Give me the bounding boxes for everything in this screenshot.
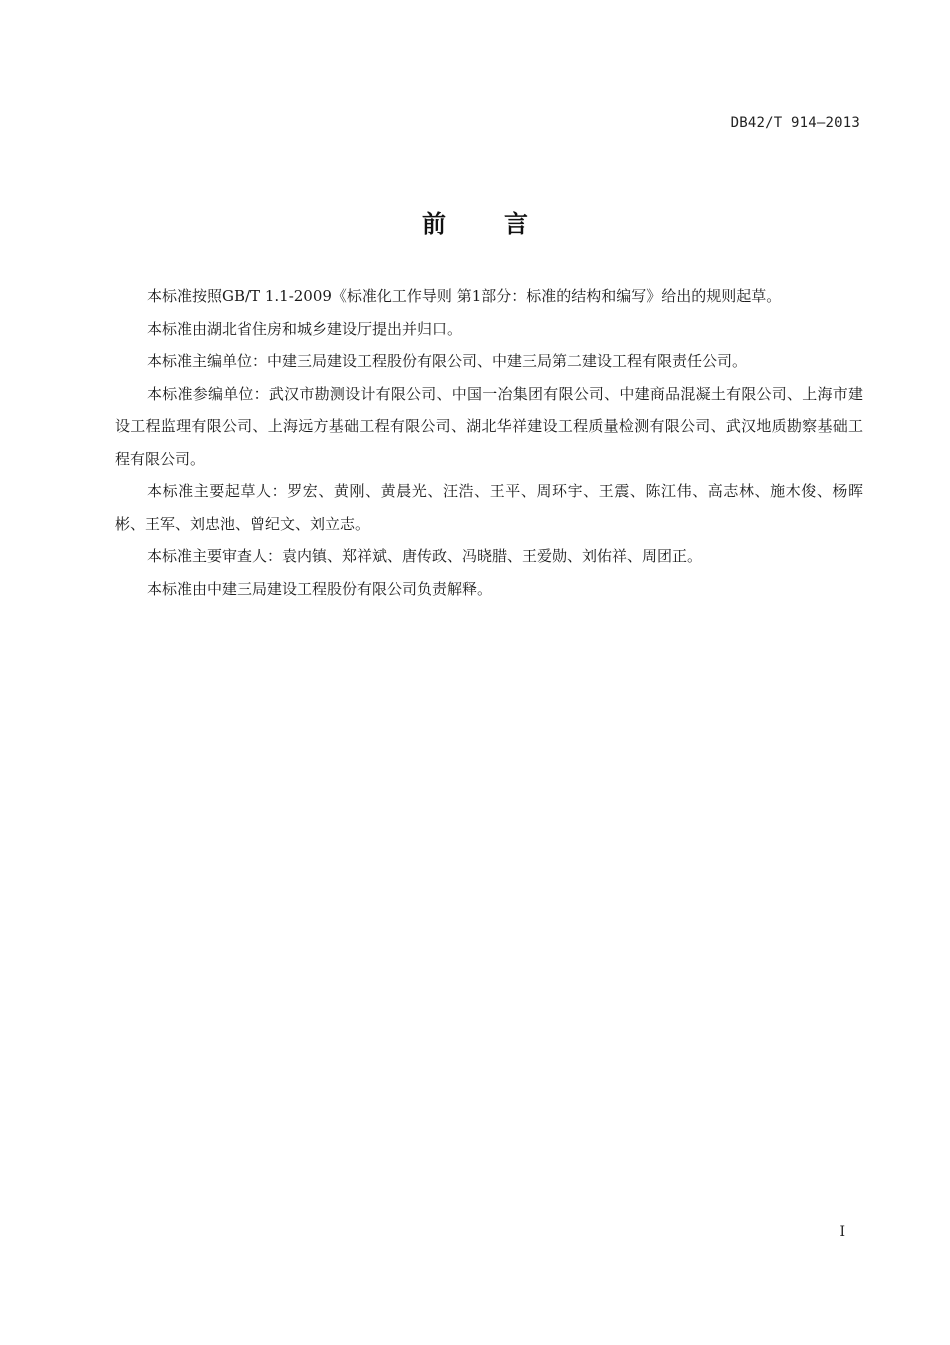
paragraph-chief-editors: 本标准主编单位：中建三局建设工程股份有限公司、中建三局第二建设工程有限责任公司。 [147,352,748,370]
page-title: 前言 [422,210,586,238]
paragraph-participating-units: 本标准参编单位：武汉市勘测设计有限公司、中国一冶集团有限公司、中建商品混凝土有限公司、上海市建设工程监理有限公司、上海远方基础工程有限公司、湖北华祥建设工程质量检测有限公司、武汉地质勘察基础工程有限公司。 [115,384,863,468]
paragraph-main-reviewers: 本标准主要审查人：袁内镇、郑祥斌、唐传政、冯晓腊、王爱勋、刘佑祥、周团正。 [147,547,703,565]
foreword-content [115,280,863,605]
standard-code: DB42/T 914—2013 [730,115,860,131]
paragraph-main-drafters: 本标准主要起草人：罗宏、黄刚、黄晨光、汪浩、王平、周环宇、王震、陈江伟、高志林、施木俊、杨晖彬、王军、刘忠池、曾纪文、刘立志。 [115,482,863,533]
paragraph-proposer: 本标准由湖北省住房和城乡建设厅提出并归口。 [147,319,463,338]
paragraph-drafting-rules: 本标准按照GB/T 1.1-2009《标准化工作导则 第1部分：标准的结构和编写》给出的规则起草。 [147,287,782,305]
page-number: I [839,1224,845,1240]
paragraph-interpretation: 本标准由中建三局建设工程股份有限公司负责解释。 [147,579,493,598]
